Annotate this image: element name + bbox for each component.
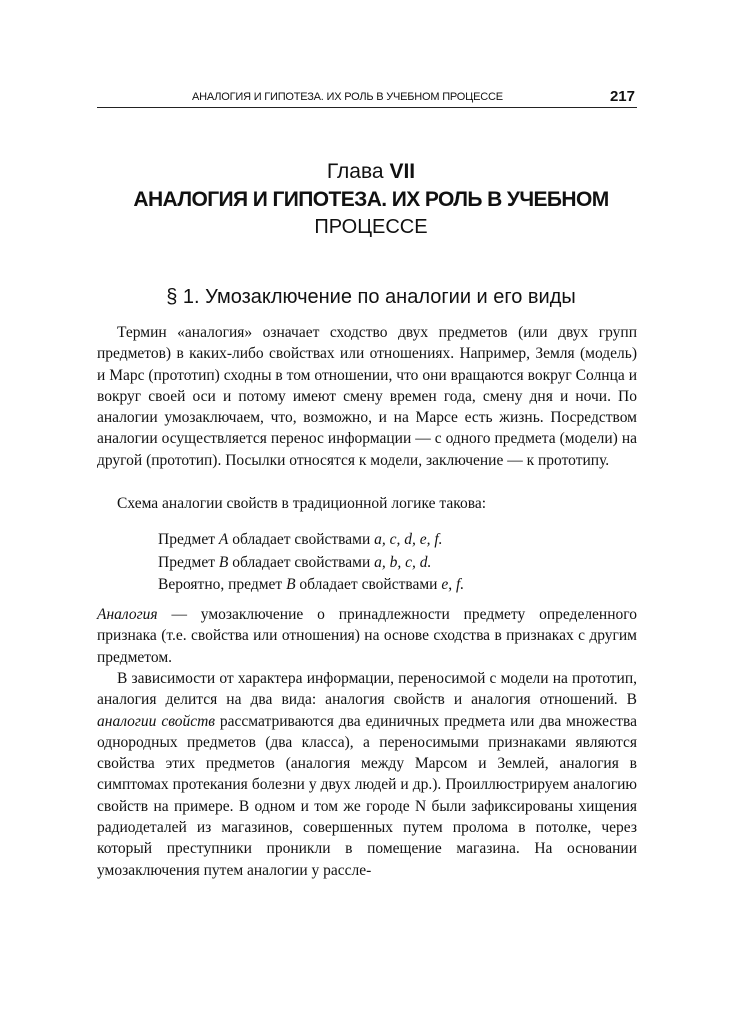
chapter-label <box>0 160 742 184</box>
schema-props-2: a, b, c, d. <box>374 553 432 571</box>
running-title: АНАЛОГИЯ И ГИПОТЕЗА. ИХ РОЛЬ В УЧЕБНОМ ПРОЦЕССЕ <box>192 91 503 103</box>
page-number: 217 <box>609 88 635 105</box>
chapter-title-line2: ПРОЦЕССЕ <box>314 216 428 238</box>
term-property-analogy: аналогии свойств <box>97 712 216 730</box>
paragraph-analogy-types: В зависимости от характера информации, переносимой с модели на прототип, аналогия делится на два вида: аналогия свойств и аналогия отношений. В аналогии свойств рассматриваются два единичных предмета или два множества однородных предметов (два класса), а переносимыми признаками являются свойства этих предметов (аналогия между Марсом и Землей, аналогия в симптомах протекания болезни у двух людей и др.). Проиллюстрируем аналогию свойств на примере. В одном и том же городе N были зафиксированы хищения радиодеталей из магазинов, совершенных путем пролома в потолке, через который преступники проникли в помещение магазина. На основании умозаключения путем аналогии у рассле- <box>97 670 637 879</box>
section-heading: § 1. Умозаключение по аналогии и его виды <box>166 286 576 308</box>
paragraph-schema-intro: Схема аналогии свойств в традиционной логике такова: <box>117 495 487 512</box>
schema-var-a: А <box>218 531 229 548</box>
schema-line-1: Предмет А обладает свойствами a, c, d, e, f. <box>158 531 443 548</box>
chapter-word: Глава <box>326 160 384 183</box>
schema-line-2: Предмет В обладает свойствами a, b, c, d. <box>158 553 432 571</box>
schema-var-b: В <box>218 553 229 571</box>
chapter-title-line1: АНАЛОГИЯ И ГИПОТЕЗА. ИХ РОЛЬ В УЧЕБНОМ <box>133 188 609 211</box>
schema-line-3: Вероятно, предмет В обладает свойствами e, f. <box>158 576 465 593</box>
term-analogy: Аналогия <box>97 606 158 623</box>
schema-props-3: e, f. <box>441 576 465 593</box>
paragraph-definition: Термин «аналогия» означает сходство двух предметов (или двух групп предметов) в каких-либо свойствах или отношениях. Например, Земля (модель) и Марс (прототип) сходны в том отношении, что они вращаются вокруг Солнца и вокруг своей оси и потому имеют смену времен года, смену дня и ночи. По аналогии умозаключаем, что, возможно, и на Марсе есть жизнь. Посредством аналогии осуществляется перенос информации — с одного предмета (модели) на другой (прототип). Посылки относятся к модели, заключение — к прототипу. <box>97 324 637 469</box>
schema-var-b-conclusion: В <box>286 576 296 593</box>
analogy-schema <box>158 529 618 597</box>
chapter-number: VII <box>389 160 416 183</box>
paragraph-analogy-definition: Аналогия — умозаключение о принадлежности предмету определенного признака (т.е. свойства или отношения) на основе сходства в признаках с другим предметом. <box>97 606 637 666</box>
schema-props-1: a, c, d, e, f. <box>374 531 443 548</box>
running-header <box>97 88 637 108</box>
